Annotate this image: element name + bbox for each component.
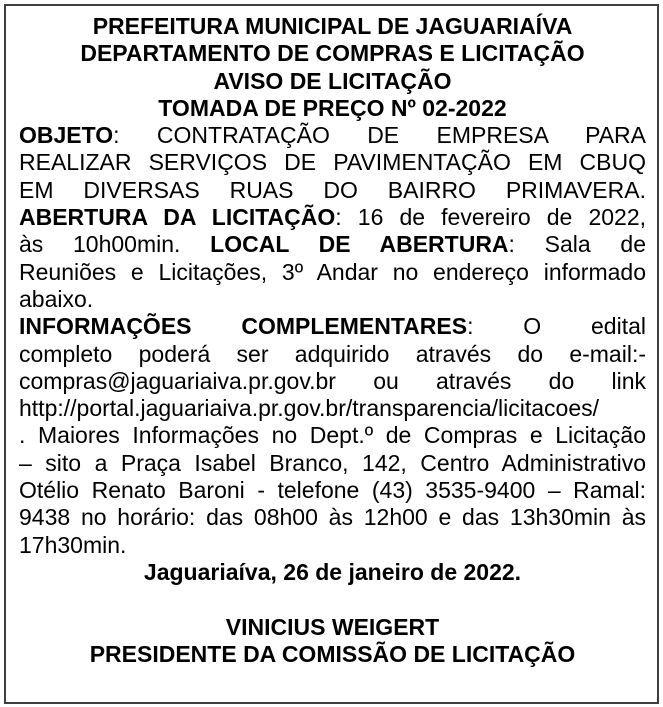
document-border-frame <box>4 4 659 704</box>
bold-text-segment: LOCAL DE ABERTURA <box>210 231 509 258</box>
text-segment: compras@jaguariaiva.pr.gov.br ou através do link <box>19 367 646 394</box>
bold-text-segment: INFORMAÇÕES COMPLEMENTARES <box>19 313 468 340</box>
body-line <box>19 259 646 286</box>
body-line <box>19 177 646 204</box>
process-number <box>19 95 646 122</box>
text-segment: : 16 de fevereiro de 2022, <box>335 204 646 231</box>
body-line <box>19 149 646 176</box>
bold-text-segment: PRESIDENTE DA COMISSÃO DE LICITAÇÃO <box>89 640 576 667</box>
body-line <box>19 532 646 559</box>
body-line <box>19 477 646 504</box>
text-segment: às 10h00min. <box>19 231 211 258</box>
text-segment: : Sala de <box>508 231 646 258</box>
bold-text-segment: PREFEITURA MUNICIPAL DE JAGUARIAÍVA <box>92 13 573 39</box>
body-line <box>19 450 646 477</box>
text-segment: : CONTRATAÇÃO DE EMPRESA PARA <box>113 122 646 149</box>
body-line <box>19 422 646 449</box>
org-name <box>19 13 646 40</box>
text-segment: completo poderá ser adquirido através do e-mail:- <box>19 340 646 367</box>
bold-text-segment: AVISO DE LICITAÇÃO <box>213 67 452 94</box>
department-name <box>19 40 646 67</box>
signatory-title <box>19 641 646 668</box>
body-line-url <box>19 395 646 422</box>
spacer-line <box>19 586 646 613</box>
body-line <box>19 286 646 313</box>
bold-text-segment: OBJETO <box>19 122 114 149</box>
body-line <box>19 504 646 531</box>
text-segment: 9438 no horário: das 08h00 às 12h00 e das 13h30min às <box>19 504 646 531</box>
body-line-email <box>19 368 646 395</box>
text-segment: abaixo. <box>19 285 94 312</box>
text-segment: Reuniões e Licitações, 3º Andar no endereço informado <box>19 258 646 285</box>
bold-text-segment: VINICIUS WEIGERT <box>225 613 440 640</box>
signatory-name <box>19 614 646 641</box>
bold-text-segment: DEPARTAMENTO DE COMPRAS E LICITAÇÃO <box>80 40 585 67</box>
bold-text-segment: TOMADA DE PREÇO Nº 02-2022 <box>158 94 507 121</box>
body-line <box>19 341 646 368</box>
text-segment: . Maiores Informações no Dept.º de Compras e Licitação <box>19 422 646 449</box>
body-line-informacoes <box>19 313 646 340</box>
text-segment: EM DIVERSAS RUAS DO BAIRRO PRIMAVERA. <box>19 176 646 203</box>
text-segment: Otélio Renato Baroni - telefone (43) 3535-9400 – Ramal: <box>19 477 646 504</box>
body-line-abertura <box>19 204 646 231</box>
text-segment: : O edital <box>467 313 646 340</box>
text-segment: http://portal.jaguariaiva.pr.gov.br/transparencia/licitacoes/ <box>19 395 599 422</box>
body-line-local <box>19 231 646 258</box>
body-line-objeto <box>19 122 646 149</box>
bold-text-segment: Jaguariaíva, 26 de janeiro de 2022. <box>143 558 522 585</box>
text-segment: 17h30min. <box>19 531 127 558</box>
date-line <box>19 559 646 586</box>
text-segment: REALIZAR SERVIÇOS DE PAVIMENTAÇÃO EM CBUQ <box>19 149 646 176</box>
text-segment: – sito a Praça Isabel Branco, 142, Centro Administrativo <box>19 449 646 476</box>
bold-text-segment: ABERTURA DA LICITAÇÃO <box>19 204 336 231</box>
notice-type <box>19 68 646 95</box>
